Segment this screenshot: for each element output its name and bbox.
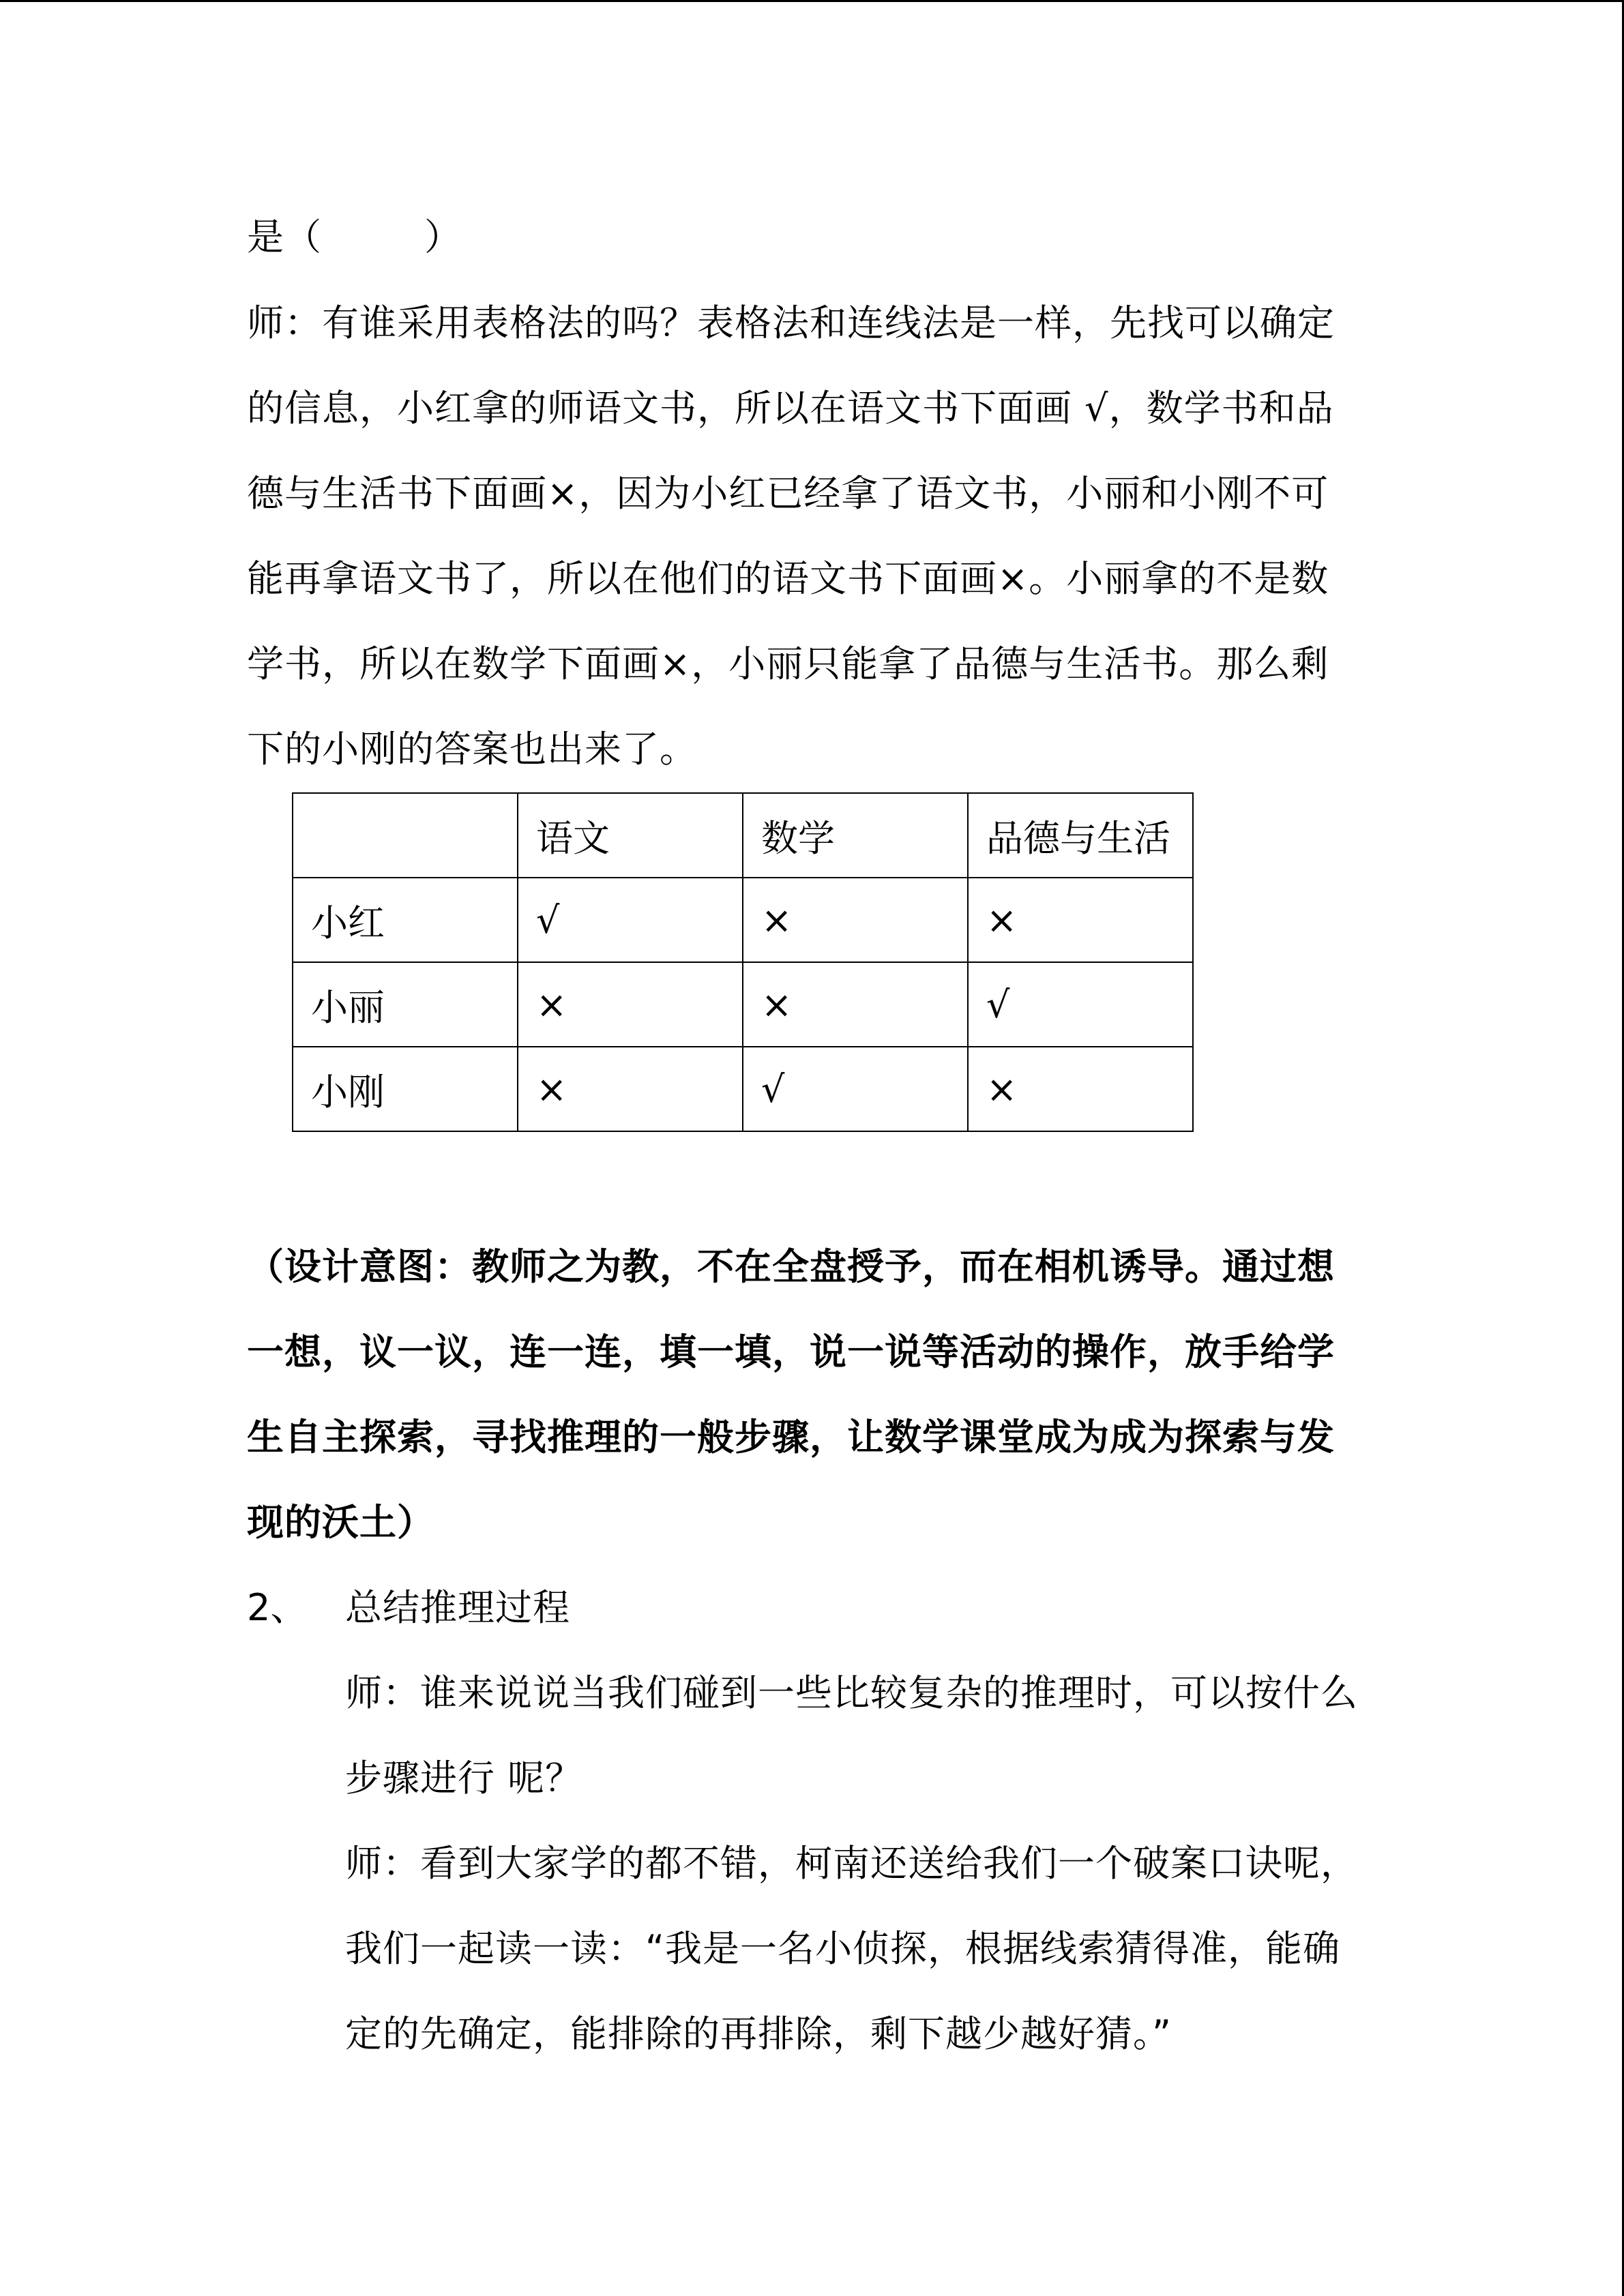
table-cell: × (743, 878, 968, 962)
top-border (0, 0, 1624, 2)
text-line: 的信息，小红拿的师语文书，所以在语文书下面画 √，数学书和品 (247, 387, 1334, 430)
text-fragment: 是（ (247, 215, 322, 258)
design-intent-line: （设计意图：教师之为教，不在全盘授予，而在相机诱导。通过想 (247, 1245, 1335, 1288)
text-line: 我们一起读一读：“我是一名小侦探，根据线索猜得准，能确 (345, 1927, 1340, 1970)
table-row (293, 878, 1193, 962)
table-cell: × (518, 962, 743, 1047)
table-header-cell: 语文 (518, 793, 743, 878)
table-cell: × (968, 878, 1193, 962)
text-line (247, 213, 462, 262)
text-line: 定的先确定，能排除的再排除，剩下越少越好猜。” (345, 2012, 1172, 2055)
table-cell: 小红 (293, 878, 518, 962)
text-line: 德与生活书下面画×，因为小红已经拿了语文书，小丽和小刚不可 (247, 472, 1329, 515)
table-cell: 小刚 (293, 1047, 518, 1131)
text-line: 学书，所以在数学下面画×，小丽只能拿了品德与生活书。那么剩 (247, 642, 1329, 685)
table-row (293, 1047, 1193, 1131)
table-header-cell: 数学 (743, 793, 968, 878)
design-intent-line: 生自主探索，寻找推理的一般步骤，让数学课堂成为成为探索与发 (247, 1416, 1335, 1459)
table-row (293, 962, 1193, 1047)
text-line: 师：有谁采用表格法的吗？表格法和连线法是一样，先找可以确定 (247, 301, 1335, 344)
text-line: 能再拿语文书了，所以在他们的语文书下面画×。小丽拿的不是数 (247, 557, 1329, 600)
table-header-cell: 品德与生活 (968, 793, 1193, 878)
list-number: 2、 (247, 1586, 308, 1629)
text-line: 步骤进行 呢？ (345, 1757, 583, 1800)
table-cell: × (743, 962, 968, 1047)
design-intent-line: 一想，议一议，连一连，填一填，说一说等活动的操作，放手给学 (247, 1330, 1335, 1373)
table-cell: √ (518, 878, 743, 962)
table-cell: × (968, 1047, 1193, 1131)
table-header-cell (293, 793, 518, 878)
table-cell: × (518, 1047, 743, 1131)
table-header-row (293, 793, 1193, 878)
table-cell: 小丽 (293, 962, 518, 1047)
text-fragment: ） (424, 215, 462, 258)
section-title: 总结推理过程 (345, 1586, 570, 1629)
design-intent-line: 现的沃土） (247, 1501, 434, 1544)
text-line: 师：看到大家学的都不错，柯南还送给我们一个破案口诀呢， (345, 1842, 1358, 1885)
table-cell: √ (743, 1047, 968, 1131)
answer-table (292, 792, 1194, 1132)
text-line: 师：谁来说说当我们碰到一些比较复杂的推理时，可以按什么 (345, 1671, 1358, 1714)
table-cell: √ (968, 962, 1193, 1047)
text-line: 下的小刚的答案也出来了。 (247, 728, 697, 771)
